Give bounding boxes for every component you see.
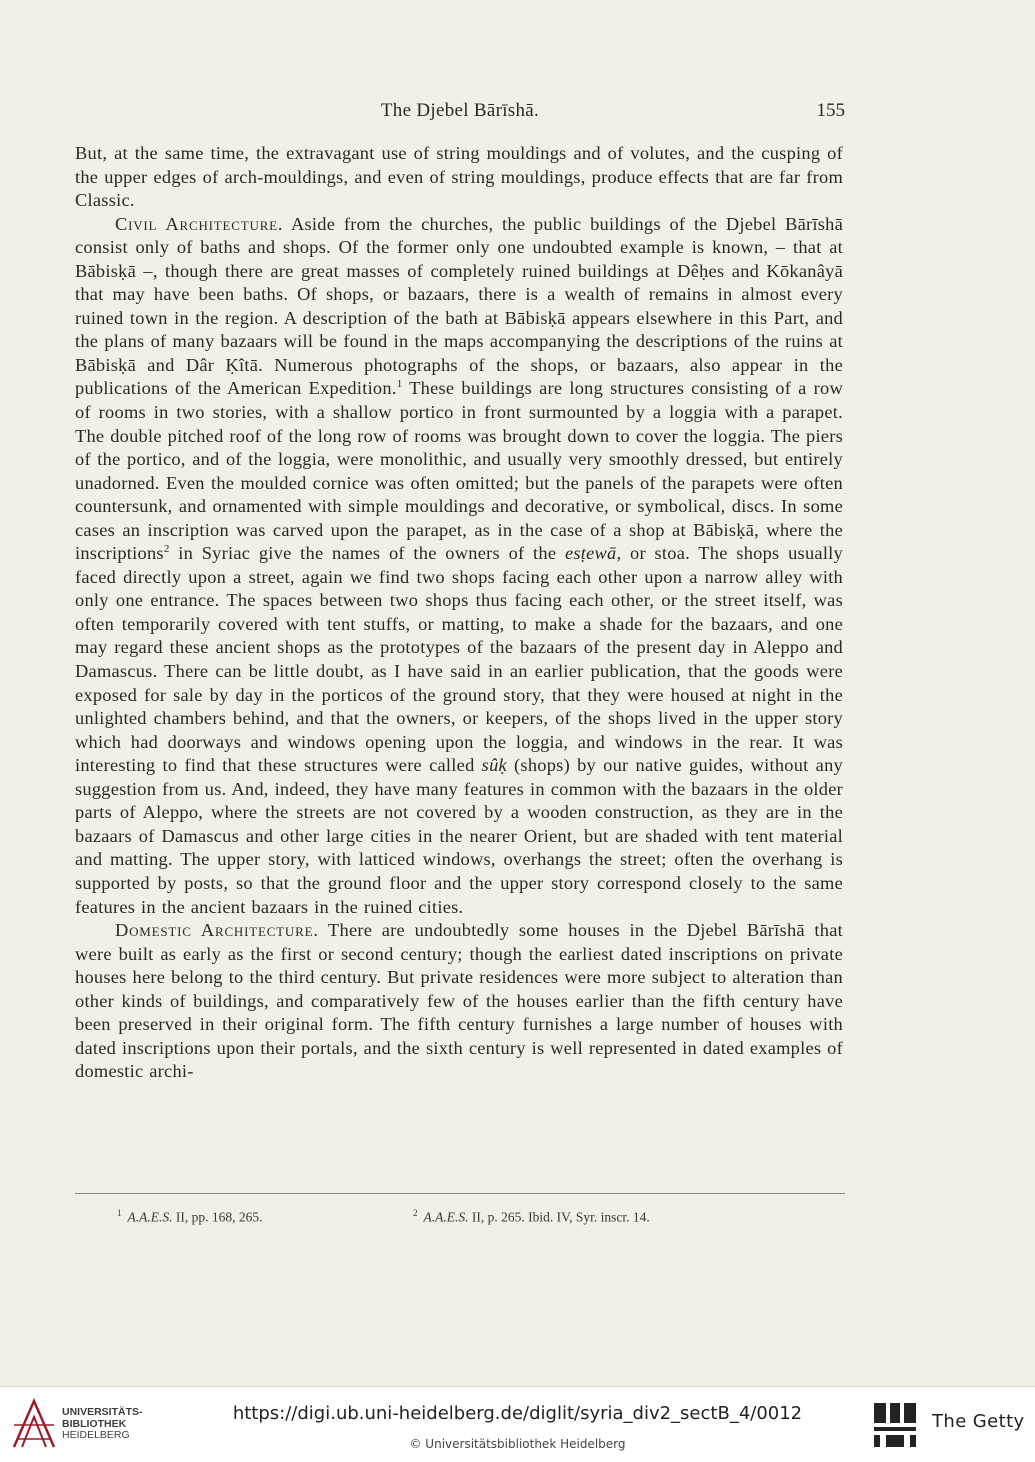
- footnote-1-text: II, pp. 168, 265.: [172, 1209, 263, 1225]
- library-line-1: UNIVERSITÄTS-: [62, 1406, 143, 1418]
- footnote-2: [413, 1208, 650, 1226]
- footnote-ref-2[interactable]: 2: [163, 543, 170, 556]
- copyright-notice: © Universitätsbibliothek Heidelberg: [409, 1437, 626, 1451]
- footnote-1-mark: 1: [117, 1208, 122, 1218]
- footnote-1-source: A.A.E.S.: [127, 1209, 173, 1225]
- paragraph-text: (shops) by our native guides, without any suggestion from us. And, indeed, they have many features in common with the bazaars in the older parts of Aleppo, where the streets are not covered by a wooden construction, as they are in the bazaars of Damascus and other large cities in the nearer Orient, but are shaded with tent material and matting. The upper story, with latticed windows, overhangs the street; often the overhang is supported by posts, so that the ground floor and the upper story correspond closely to the same features in the ancient bazaars in the ruined cities.: [75, 755, 843, 917]
- paragraph-1: But, at the same time, the extravagant use of string mouldings and of volutes, and the cusping of the upper edges of arch-mouldings, and even of string mouldings, produce effects that are far from Classic.: [75, 143, 843, 211]
- paragraph-civil-architecture: [75, 213, 843, 919]
- getty-logo-icon[interactable]: [872, 1401, 918, 1449]
- footnote-ref-1[interactable]: 1: [396, 378, 403, 391]
- permalink-url[interactable]: https://digi.ub.uni-heidelberg.de/diglit/syria_div2_sectB_4/0012: [232, 1403, 803, 1424]
- footnote-1: [117, 1208, 263, 1226]
- footnote-2-mark: 2: [413, 1208, 418, 1218]
- paragraph-text: Aside from the churches, the public buildings of the Djebel Bārīshā consist only of baths and shops. Of the former only one undoubted example is known, – that at Bābisḳā –, though there are great masses of completely ruined buildings at Dêḥes and Kōkanâyā that may have been baths. Of shops, or bazaars, there is a wealth of remains in almost every ruined town in the region. A description of the bath at Bābisḳā appears elsewhere in this Part, and the plans of many bazaars will be found in the maps accompanying the descriptions of the ruins at Bābisḳā and Dâr Ḳîtā. Numerous photographs of the shops, or bazaars, also appear in the publications of the American Expedition.: [75, 213, 843, 399]
- paragraph-domestic-architecture: [75, 919, 843, 1084]
- section-heading-civil: Civil Architecture.: [115, 213, 284, 234]
- heidelberg-library-logo-icon[interactable]: [10, 1395, 58, 1451]
- paragraph-text: or stoa. The shops usually faced directly upon a street, again we find two shops facing each other upon a narrow alley with only one entrance. The spaces between two shops thus facing each other, or the street itself, was often temporarily covered with tent stuffs, or matting, to make a shade for the bazaars, and one may regard these ancient shops as the prototypes of the bazaars of the present day in Aleppo and Damascus. There can be little doubt, as I have said in an earlier publication, that the goods were exposed for sale by day in the porticos of the ground story, that they were housed at night in the unlighted chambers behind, and that the owners, or keepers, of the shops lived in the upper story which had doorways and windows opening upon the loggia, and windows in the rear. It was interesting to find that these structures were called: [75, 543, 843, 776]
- library-line-2: BIBLIOTHEK: [62, 1417, 127, 1430]
- paragraph-text: There are undoubtedly some houses in the Djebel Bārīshā that were built as early as the first or second century; though the earliest dated inscriptions on private houses here belong to the third century. But private residences were more subject to alteration than other kinds of buildings, and comparatively few of the houses earlier than the fifth century have been preserved in their original form. The fifth century furnishes a large number of houses with dated inscriptions upon their portals, and the sixth century is well represented in dated examples of domestic archi-: [75, 920, 843, 1082]
- paragraph-text: in Syriac give the names of the owners of the: [169, 543, 565, 564]
- getty-label: The Getty: [932, 1411, 1025, 1432]
- running-head: [75, 100, 845, 128]
- section-heading-domestic: Domestic Architecture.: [115, 920, 319, 941]
- footnote-rule: [75, 1193, 845, 1194]
- paragraph-text: These buildings are long structures consisting of a row of rooms in two stories, with a shallow portico in front surmounted by a loggia with a parapet. The double pitched roof of the long row of rooms was brought down to cover the loggia. The piers of the portico, and of the loggia, were monolithic, and usually very smoothly dressed, but entirely unadorned. Even the moulded cornice was often omitted; but the panels of the parapets were often countersunk, and ornamented with simple mouldings and decorative, or symbolical, discs. In some cases an inscription was carved upon the parapet, as in the case of a shop at Bābisḳā, where the inscriptions: [75, 378, 843, 564]
- italic-term-suk: sûḳ: [481, 755, 507, 776]
- running-title: The Djebel Bārīshā.: [380, 100, 540, 121]
- viewer-footer: [0, 1386, 1035, 1462]
- library-line-3: HEIDELBERG: [62, 1429, 130, 1441]
- page-number: 155: [816, 100, 845, 121]
- footnote-2-source: A.A.E.S.: [423, 1209, 469, 1225]
- footnote-2-text: II, p. 265. Ibid. IV, Syr. inscr. 14.: [468, 1209, 650, 1225]
- italic-term-estewa: esṭewā,: [564, 543, 622, 564]
- library-name: [62, 1407, 143, 1442]
- body-text: [75, 142, 843, 1084]
